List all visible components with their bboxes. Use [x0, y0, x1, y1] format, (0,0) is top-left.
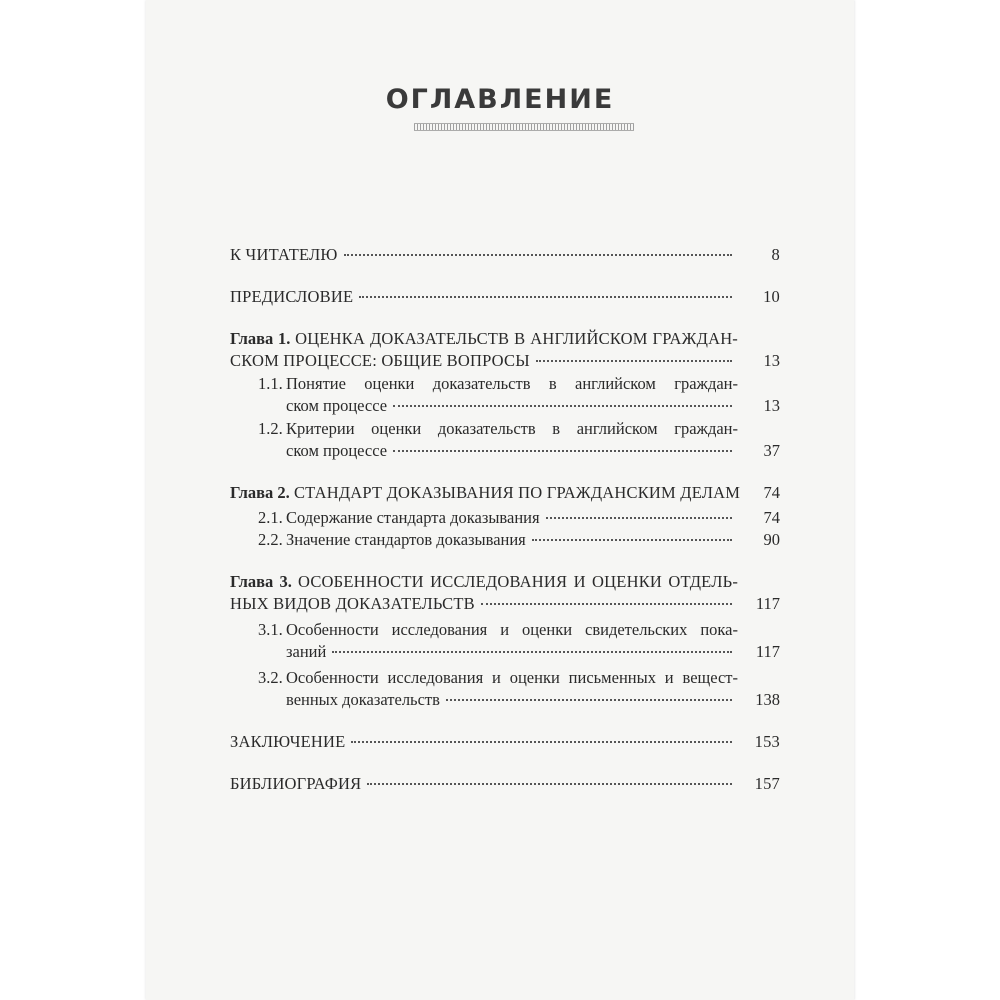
toc-entry-title: ПРЕДИСЛОВИЕ	[230, 287, 354, 306]
page-number: 138	[755, 690, 780, 709]
page-number: 13	[763, 351, 780, 370]
page-number: 37	[763, 441, 780, 460]
page-number: 117	[755, 642, 780, 661]
section-title-line2: заний	[286, 642, 327, 661]
dot-leader	[344, 254, 732, 256]
dot-leader	[359, 296, 732, 298]
table-of-contents	[230, 244, 780, 795]
section-title-line1: Содержание стандарта доказывания	[286, 508, 540, 527]
chapter-label: Глава 3.	[230, 572, 292, 591]
dot-leader	[536, 360, 732, 362]
page-number: 117	[755, 594, 780, 613]
page-title: ОГЛАВЛЕНИЕ	[385, 84, 615, 115]
toc-section-3-2	[258, 667, 780, 711]
section-number: 2.2.	[258, 530, 283, 549]
section-title-line1: Значение стандартов доказывания	[286, 530, 526, 549]
toc-entry-to-reader	[230, 244, 780, 266]
toc-section-2-1	[258, 507, 780, 529]
toc-chapter-2	[230, 482, 780, 504]
section-number: 3.2.	[258, 668, 283, 687]
toc-chapter-3	[230, 571, 780, 615]
toc-entry-conclusion	[230, 731, 780, 753]
book-page	[146, 0, 854, 1000]
toc-section-1-1	[258, 373, 780, 417]
toc-section-1-2	[258, 418, 780, 462]
page-number: 8	[771, 245, 780, 264]
dot-leader	[481, 603, 732, 605]
title-underline	[414, 123, 634, 131]
toc-entry-title: К ЧИТАТЕЛЮ	[230, 245, 338, 264]
chapter-title-line2: СКОМ ПРОЦЕССЕ: ОБЩИЕ ВОПРОСЫ	[230, 351, 530, 370]
chapter-label: Глава 2.	[230, 483, 290, 502]
chapter-label: Глава 1.	[230, 329, 291, 348]
section-title-line1: Понятие оценки доказательств в английском граждан-	[286, 374, 738, 393]
dot-leader	[332, 651, 732, 653]
chapter-title-line1: СТАНДАРТ ДОКАЗЫВАНИЯ ПО ГРАЖДАНСКИМ ДЕЛАМ	[293, 483, 741, 502]
section-number: 1.2.	[258, 419, 283, 438]
dot-leader	[446, 699, 732, 701]
section-title-line1: Критерии оценки доказательств в английском граждан-	[286, 419, 738, 438]
section-title-line1: Особенности исследования и оценки свидетельских пока-	[286, 620, 738, 639]
chapter-title-line1: ОЦЕНКА ДОКАЗАТЕЛЬСТВ В АНГЛИЙСКОМ ГРАЖДАН-	[295, 329, 739, 348]
toc-section-3-1	[258, 619, 780, 663]
chapter-title-line2: НЫХ ВИДОВ ДОКАЗАТЕЛЬСТВ	[230, 594, 475, 613]
page-number: 157	[754, 774, 780, 793]
page-number: 153	[754, 732, 780, 751]
toc-entry-title: ЗАКЛЮЧЕНИЕ	[230, 732, 346, 751]
section-number: 2.1.	[258, 508, 283, 527]
toc-chapter-1	[230, 328, 780, 372]
dot-leader	[367, 783, 732, 785]
section-number: 3.1.	[258, 620, 283, 639]
toc-entry-preface	[230, 286, 780, 308]
dot-leader	[546, 517, 732, 519]
section-number: 1.1.	[258, 374, 283, 393]
page-number: 74	[763, 483, 780, 502]
page-number: 90	[763, 530, 780, 549]
dot-leader	[393, 450, 732, 452]
toc-section-2-2	[258, 529, 780, 551]
section-title-line2: венных доказательств	[286, 690, 440, 709]
toc-entry-bibliography	[230, 773, 780, 795]
dot-leader	[351, 741, 732, 743]
page-number: 74	[763, 508, 780, 527]
chapter-title-line1: ОСОБЕННОСТИ ИССЛЕДОВАНИЯ И ОЦЕНКИ ОТДЕЛЬ-	[298, 572, 739, 591]
toc-entry-title: БИБЛИОГРАФИЯ	[230, 774, 362, 793]
section-title-line2: ском процессе	[286, 396, 388, 415]
page-number: 13	[763, 396, 780, 415]
section-title-line2: ском процессе	[286, 441, 388, 460]
dot-leader	[532, 539, 732, 541]
dot-leader	[393, 405, 732, 407]
page-number: 10	[763, 287, 780, 306]
section-title-line1: Особенности исследования и оценки письменных и вещест-	[286, 668, 738, 687]
